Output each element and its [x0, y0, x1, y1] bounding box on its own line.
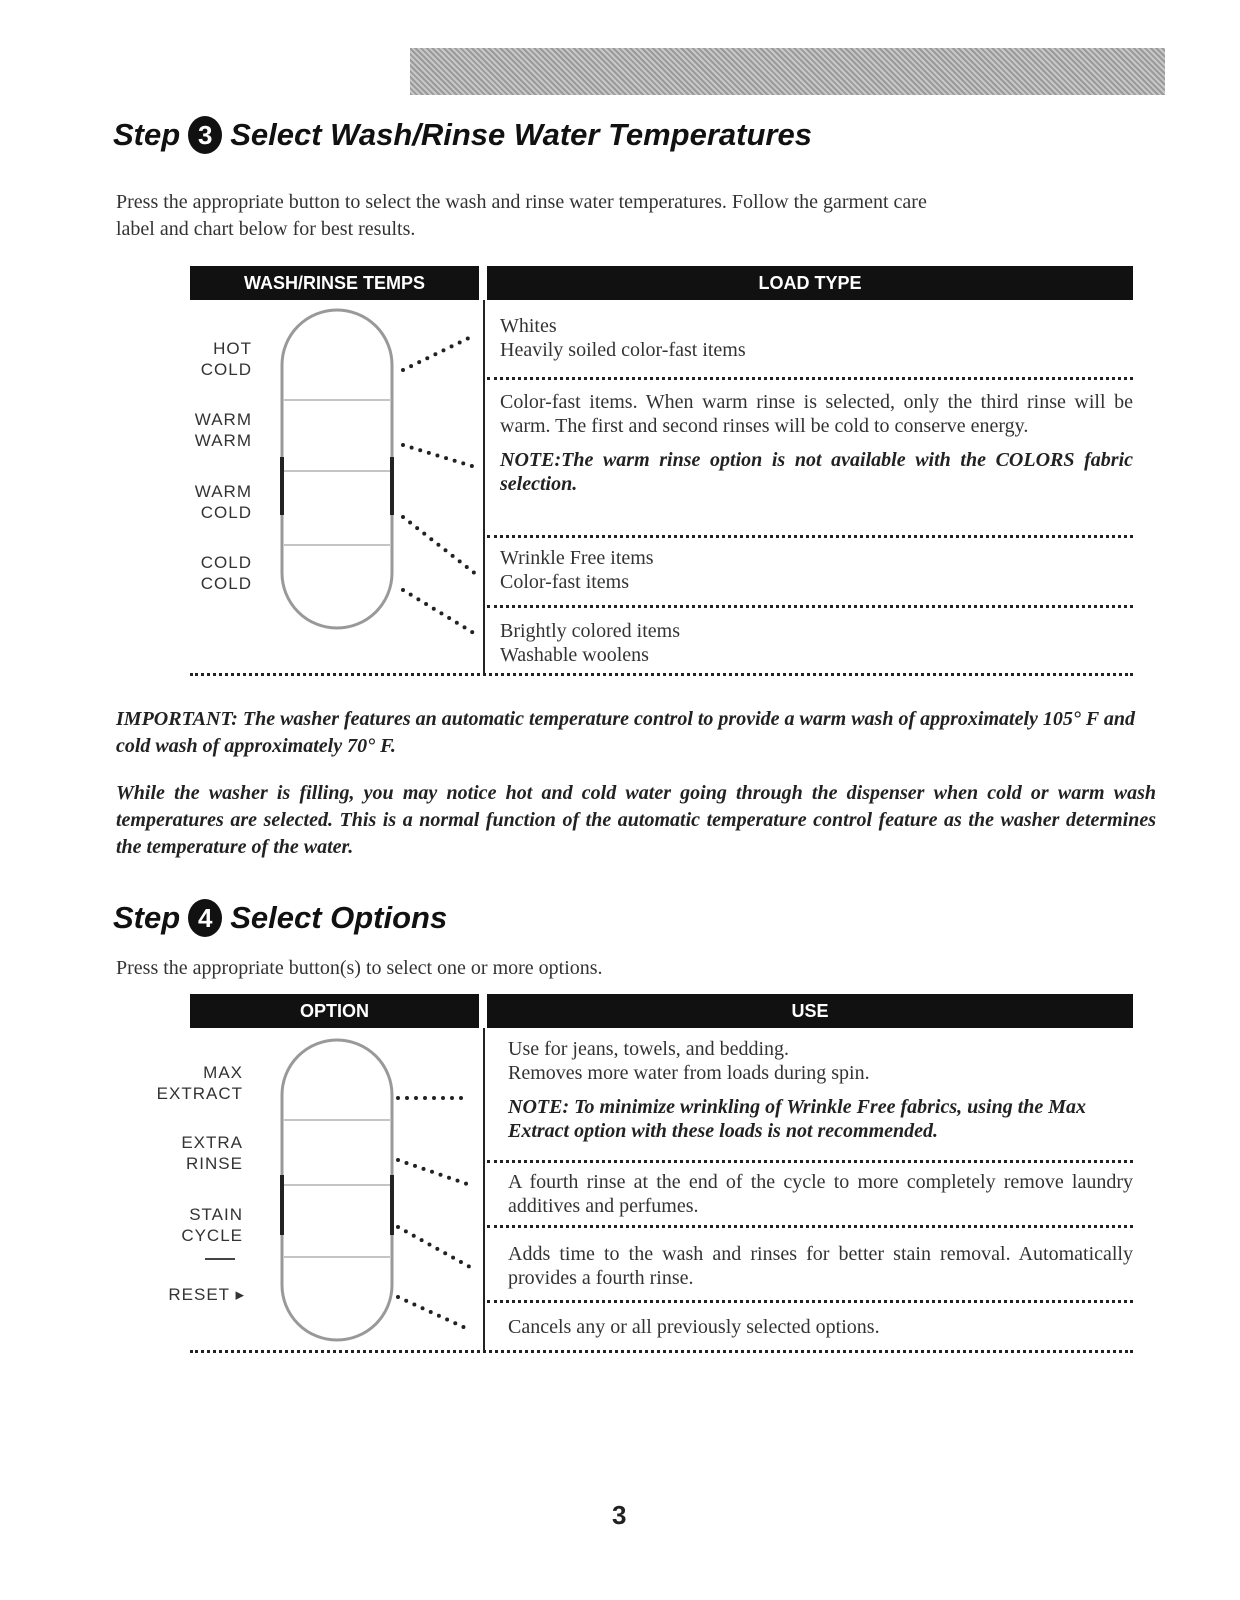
option-use-row: Adds time to the wash and rinses for better stain removal. Automatically provides a fourth rinse.	[508, 1243, 1133, 1289]
divider-dash	[205, 1258, 235, 1260]
load-type-row	[500, 314, 746, 362]
option-label: CYCLE	[181, 1226, 243, 1245]
option-selector-capsule	[270, 1035, 485, 1350]
wash-temp-label: HOT	[213, 339, 252, 358]
step-title: Select Wash/Rinse Water Temperatures	[230, 117, 812, 152]
option-use-row: Cancels any or all previously selected options.	[508, 1316, 880, 1338]
filling-note: While the washer is filling, you may notice hot and cold water going through the dispenser when cold or warm wash temperatures are selected. This is a normal function of the automatic temperature control feature as the washer determines the temperature of the water.	[116, 782, 1156, 858]
column-divider	[483, 1028, 485, 1352]
table-bottom-divider	[190, 1350, 1133, 1353]
step-title: Select Options	[230, 900, 448, 935]
step-number-badge: 3	[188, 116, 222, 154]
load-note: NOTE:The warm rinse option is not available with the COLORS fabric selection.	[500, 449, 1133, 495]
temp-selector-capsule	[270, 305, 485, 635]
rinse-temp-label: COLD	[200, 574, 252, 593]
step3-intro: Press the appropriate button to select the wash and rinse water temperatures. Follow the garment care label and chart below for best results.	[116, 191, 927, 240]
button-warm-cold[interactable]	[132, 481, 252, 523]
table-header-temps: WASH/RINSE TEMPS	[190, 266, 479, 300]
load-line: Brightly colored items	[500, 620, 680, 642]
table-header-use: USE	[487, 994, 1133, 1028]
option-use-row	[508, 1037, 1133, 1143]
load-text: Color-fast items. When warm rinse is selected, only the third rinse will be warm. The first and second rinses will be cold to conserve energy.	[500, 391, 1133, 437]
wash-temp-label: WARM	[194, 410, 252, 429]
button-warm-warm[interactable]	[132, 409, 252, 451]
use-line: Use for jeans, towels, and bedding.	[508, 1038, 790, 1060]
step-word: Step	[113, 117, 181, 152]
wash-temp-label: COLD	[200, 553, 252, 572]
load-line: Whites	[500, 315, 557, 337]
header-bar	[410, 48, 1165, 95]
rinse-temp-label: COLD	[200, 503, 252, 522]
option-label: RINSE	[186, 1154, 243, 1173]
option-label: RESET ▸	[168, 1285, 245, 1304]
use-note: NOTE: To minimize wrinkling of Wrinkle Free fabrics, using the Max Extract option with these loads is not recommended.	[508, 1096, 1087, 1142]
important-note: IMPORTANT: The washer features an automatic temperature control to provide a warm wash of approximately 105° F and cold wash of approximately 70° F.	[116, 708, 1135, 757]
load-line: Washable woolens	[500, 644, 649, 666]
step4-heading	[113, 899, 447, 937]
step4-intro: Press the appropriate button(s) to select one or more options.	[116, 957, 603, 979]
button-extra-rinse[interactable]	[123, 1132, 243, 1174]
row-divider	[487, 377, 1133, 380]
option-label: EXTRACT	[156, 1084, 243, 1103]
row-divider	[487, 605, 1133, 608]
step-word: Step	[113, 900, 181, 935]
step-number-badge: 4	[188, 899, 222, 937]
row-divider	[487, 1300, 1133, 1303]
option-label: MAX	[203, 1063, 243, 1082]
row-divider	[487, 1160, 1133, 1163]
load-type-row	[500, 619, 680, 667]
option-use-row: A fourth rinse at the end of the cycle to more completely remove laundry additives and perfumes.	[508, 1171, 1133, 1217]
table-bottom-divider	[190, 673, 1133, 676]
wash-temp-label: WARM	[194, 482, 252, 501]
load-line: Wrinkle Free items	[500, 547, 654, 569]
load-type-row	[500, 546, 654, 594]
use-line: Removes more water from loads during spin.	[508, 1062, 870, 1084]
load-line: Heavily soiled color-fast items	[500, 339, 746, 361]
button-cold-cold[interactable]	[132, 552, 252, 594]
column-divider	[483, 300, 485, 676]
table-header-load-type: LOAD TYPE	[487, 266, 1133, 300]
button-stain-cycle[interactable]	[123, 1204, 243, 1246]
row-divider	[487, 1225, 1133, 1228]
button-hot-cold[interactable]	[132, 338, 252, 380]
page-number: 3	[612, 1500, 627, 1530]
step3-heading	[113, 116, 812, 154]
button-reset[interactable]	[125, 1284, 245, 1305]
option-label: EXTRA	[181, 1133, 243, 1152]
button-max-extract[interactable]	[123, 1062, 243, 1104]
row-divider	[487, 535, 1133, 538]
rinse-temp-label: WARM	[194, 431, 252, 450]
option-label: STAIN	[189, 1205, 243, 1224]
table-header-option: OPTION	[190, 994, 479, 1028]
rinse-temp-label: COLD	[200, 360, 252, 379]
load-type-row	[500, 390, 1133, 496]
load-line: Color-fast items	[500, 571, 630, 593]
